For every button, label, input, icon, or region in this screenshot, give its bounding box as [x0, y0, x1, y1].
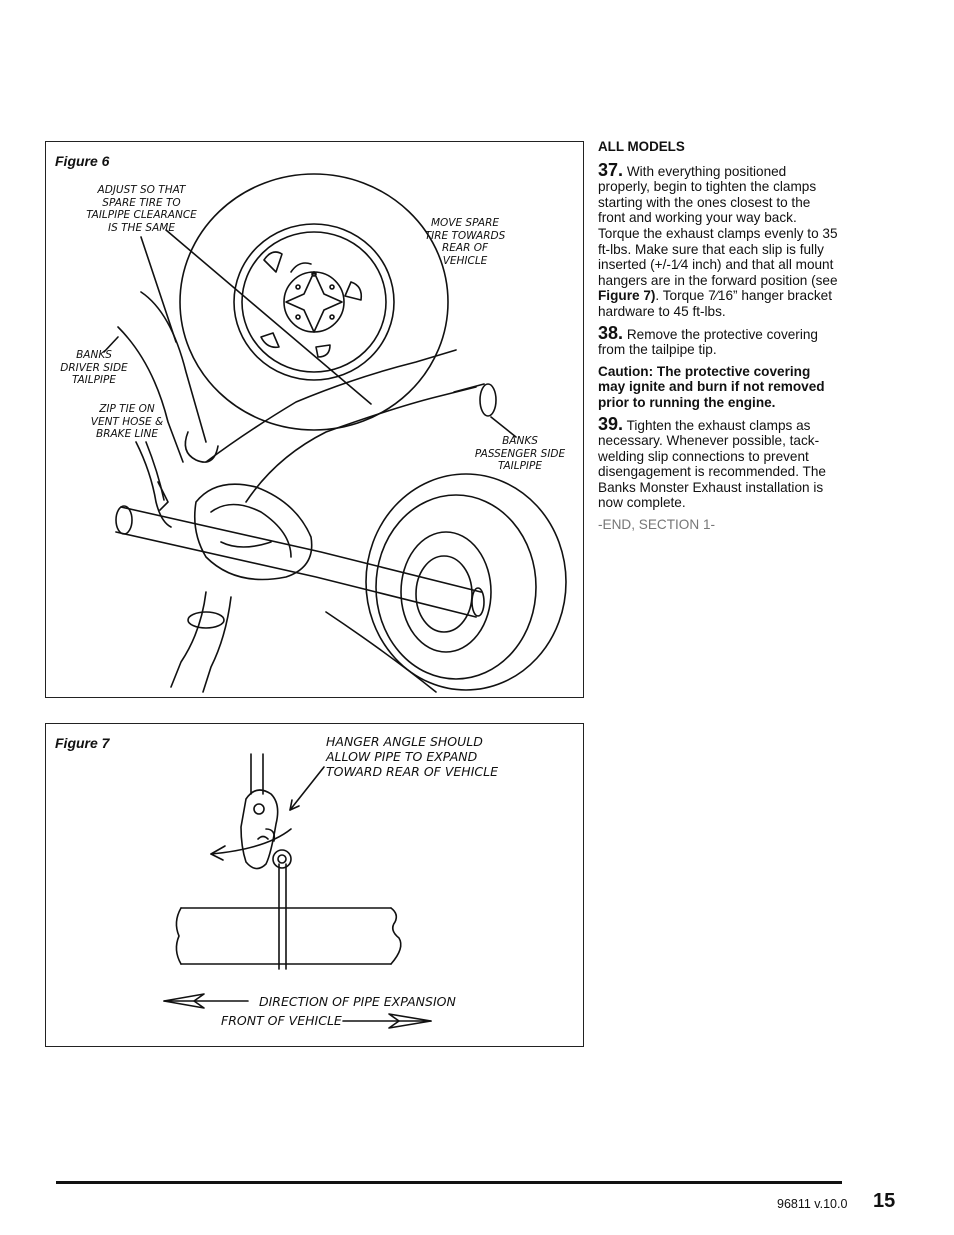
step-38-text: Remove the protective covering from the tailpipe tip. — [598, 326, 818, 358]
step-37-text-a: With everything positioned properly, begin to tighten the clamps starting with the ones closest to the front and working your way back. Torque the exhaust clamps evenly to 35 ft-lbs. Make sure that each slip is fully inserted (+/- — [598, 163, 838, 273]
page-number: 15 — [873, 1190, 896, 1212]
end-of-section: -END, SECTION 1- — [598, 517, 716, 533]
step-37-figure-ref: Figure 7) — [598, 288, 656, 304]
callout-direction-of-expansion: DIRECTION OF PIPE EXPANSION — [259, 994, 456, 1009]
section-heading: ALL MODELS — [598, 139, 685, 154]
callout-hanger-angle-line1: HANGER ANGLE SHOULD — [326, 734, 483, 749]
step-37-text-b: inch) and that all mount hangers are in the forward position (see — [598, 257, 838, 288]
step-38 — [598, 322, 838, 358]
footer-rule — [56, 1181, 842, 1184]
callout-hanger-angle-line3: TOWARD REAR OF VEHICLE — [326, 764, 498, 779]
step-37-fraction-1: 1⁄4 — [670, 257, 689, 273]
figure-7-label: Figure 7 — [55, 735, 110, 751]
callout-move-spare-tire: MOVE SPARE TIRE TOWARDS REAR OF VEHICLE — [424, 217, 506, 267]
callout-adjust-clearance: ADJUST SO THAT SPARE TIRE TO TAILPIPE CLEARANCE IS THE SAME — [86, 184, 197, 234]
step-37-number: 37. — [598, 159, 624, 180]
callout-passenger-side-tailpipe: BANKS PASSENGER SIDE TAILPIPE — [474, 435, 566, 472]
step-39 — [598, 413, 838, 512]
figure-6-label: Figure 6 — [55, 153, 110, 169]
figure-6 — [45, 141, 584, 698]
step-37-fraction-2: 7⁄16 — [708, 288, 734, 304]
callout-zip-tie: ZIP TIE ON VENT HOSE & BRAKE LINE — [90, 403, 164, 440]
step-38-number: 38. — [598, 322, 624, 343]
figure-7 — [45, 723, 584, 1047]
step-39-number: 39. — [598, 413, 624, 434]
step-37-text-c: . Torque — [655, 288, 709, 304]
step-37-text-d: ” hanger bracket hardware to 45 ft-lbs. — [598, 288, 833, 319]
document-version: 96811 v.10.0 — [777, 1197, 848, 1211]
instructions-column — [598, 139, 838, 539]
step-39-text: Tighten the exhaust clamps as necessary. Whenever possible, tack-welding slip connections to prevent disengagement is recommended. The Banks Monster Exhaust installation is now complete. — [598, 417, 826, 511]
caution-note: Caution: The protective covering may ignite and burn if not removed prior to running the engine. — [598, 363, 825, 410]
callout-hanger-angle-line2: ALLOW PIPE TO EXPAND — [326, 749, 478, 764]
callout-front-of-vehicle: FRONT OF VEHICLE — [221, 1013, 342, 1028]
step-37 — [598, 159, 838, 320]
callout-driver-side-tailpipe: BANKS DRIVER SIDE TAILPIPE — [60, 349, 128, 386]
